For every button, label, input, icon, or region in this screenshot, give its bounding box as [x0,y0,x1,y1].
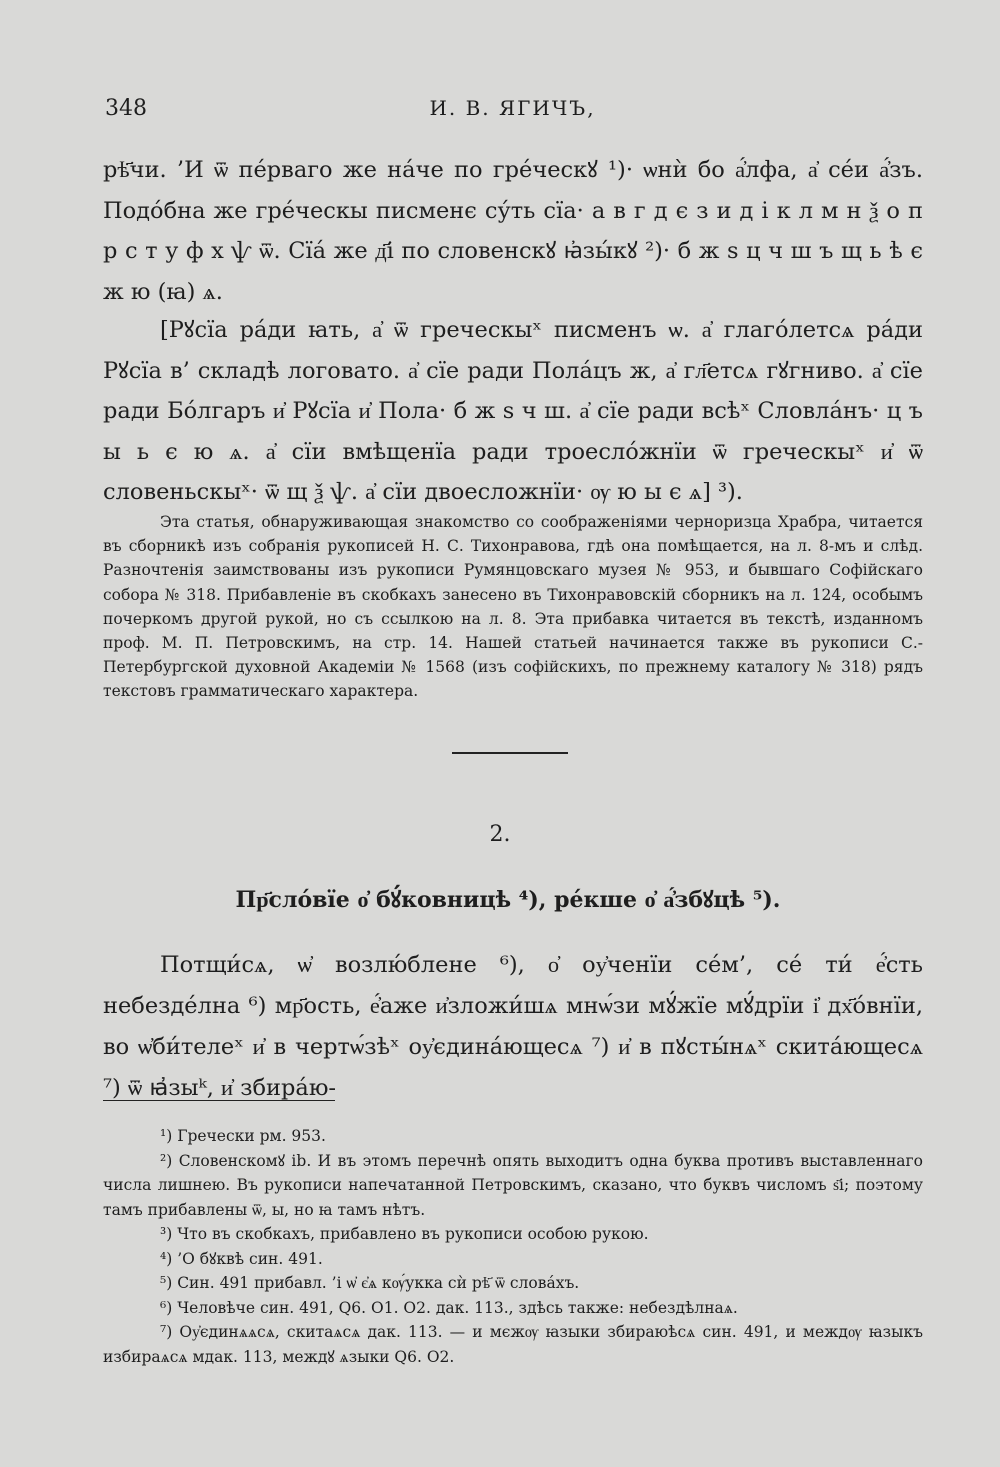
footnote: ⁵) Син. 491 прибавл. ’і ѡ҆ є҆ѧ кѹ́укка сѝ рѣ҃ ѿ слова́хъ. [160,1274,580,1292]
paragraph-alphabet-greek [103,150,923,312]
running-title: И. В. ЯГИЧЪ, [429,96,596,120]
section-paragraph [103,945,923,1109]
page-header [105,96,920,136]
page-number: 348 [105,96,147,121]
footnote: ⁶) Человѣче син. 491, Q6. O1. O2. дак. 113., здѣсь также: небездѣлнаѧ. [160,1298,738,1317]
paragraph-text: Потщи́сѧ, ѡ҆ возлю́блене ⁶), о҆ оу҆ченїи се́м’, се́ ти́ е҆́сть небезде́лна ⁶) мр҃ость, е҆́аже и҆зложи́шѧ мнѡ́зи мꙋ́жїе мꙋ́дрїи і҆ дх҃о́внїи, во ѡ҆би́телеˣ и҆ в чертѡ́зѣˣ оу҆єдина́ющесѧ ⁷) и҆ в пꙋсты́нѧˣ скита́ющесѧ ⁷) ѿ ꙗ҆зыᵏ, и҆ збира́ю- [103,952,923,1101]
section-divider [452,752,568,754]
footnote-rule [103,1100,335,1101]
paragraph-bracketed-addition [103,310,923,513]
section-title: Пр҃сло́вїе о҆ бꙋ́ковницѣ ⁴), ре́кше о҆ а҆́збꙋцѣ ⁵). [235,887,781,913]
footnotes [103,1124,923,1369]
section-number: 2. [489,822,511,847]
footnote: ²) Словенскомꙋ ib. И въ этомъ перечнѣ опять выходитъ одна буква противъ выставленнаго числа лишнею. Въ рукописи напечатанной Петровскимъ, сказано, что буквъ числомъ ѕ҃і; поэтому тамъ прибавлены ѿ, ы, но ꙗ тамъ нѣтъ. [103,1151,923,1219]
footnote: ⁷) Оу҆єдинѧѧсѧ, скитаѧсѧ дак. 113. — и мєжѹ ꙗзыки збираюѣсѧ син. 491, и междѹ ꙗзыкъ избираѧсѧ мдак. 113, междꙋ ѧзыки Q6. O2. [103,1323,923,1366]
footnote: ³) Что въ скобкахъ, прибавлено въ рукописи особою рукою. [160,1225,649,1243]
paragraph-text: [Рꙋсїа ра́ди ꙗть, а҆ ѿ греческыˣ писменъ ѡ. а҆ глаго́летсѧ ра́ди Рꙋсїа в’ складѣ логовато. а҆ сїе ради Пола́цъ ж, а҆ гл҃етсѧ гꙋгниво. а҆ сїе ради Бо́лгаръ и҆ Рꙋсїа и҆ Пола· б ж ѕ ч ш. а҆ сїе ради всѣˣ Словла́нъ· ц ъ ы ь є ю ѧ. а҆ сїи вмѣщенїа ради троесло́жнїи ѿ греческыˣ и҆ ѿ словеньскыˣ· ѿ щ ѯ ѱ. а҆ сїи двоесложнїи· ѹ ю ы є ѧ] ³). [103,317,923,505]
editorial-note: Эта статья, обнаруживающая знакомство со соображеніями черноризца Храбра, читается въ сборникѣ изъ собранія рукописей Н. С. Тихонравова, гдѣ она помѣщается, на л. 8-мъ и слѣд. Разночтенія заимствованы изъ рукописи Румянцовскаго музея № 953, и бывшаго Софійскаго собора № 318. Прибавленіе въ скобкахъ занесено въ Тихонравовскій сборникъ на л. 124, особымъ почеркомъ другой рукой, но съ ссылкою на л. 8. Эта прибавка читается въ текстѣ, изданномъ проф. М. П. Петровскимъ, на стр. 14. Нашей статьей начинается также въ рукописи С.-Петербургской духовной Академіи № 1568 (изъ софійскихъ, по прежнему каталогу № 318) рядъ текстовъ грамматическаго характера. [103,513,923,701]
footnote: ⁴) ’О бꙋквѣ син. 491. [160,1249,323,1268]
footnote: ¹) Гречески рм. 953. [160,1127,326,1145]
paragraph-text: рѣ҃чи. ’И ѿ пе́рваго же на́че по гре́ческꙋ ¹)· ѡнѝ бо а҆́лфа, а҆ се́и а҆́зъ. Подо́бна же гре́ческы писменє су́ть сїа· а в г д є з и д і к л м н ѯ о п р с т у ф х ѱ ѿ. Сїа́ же д҃і по словенскꙋ ꙗ҆зы́кꙋ ²)· б ж ѕ ц ч ш ъ щ ь ѣ є ж ю (ꙗ) ѧ. [103,157,923,305]
